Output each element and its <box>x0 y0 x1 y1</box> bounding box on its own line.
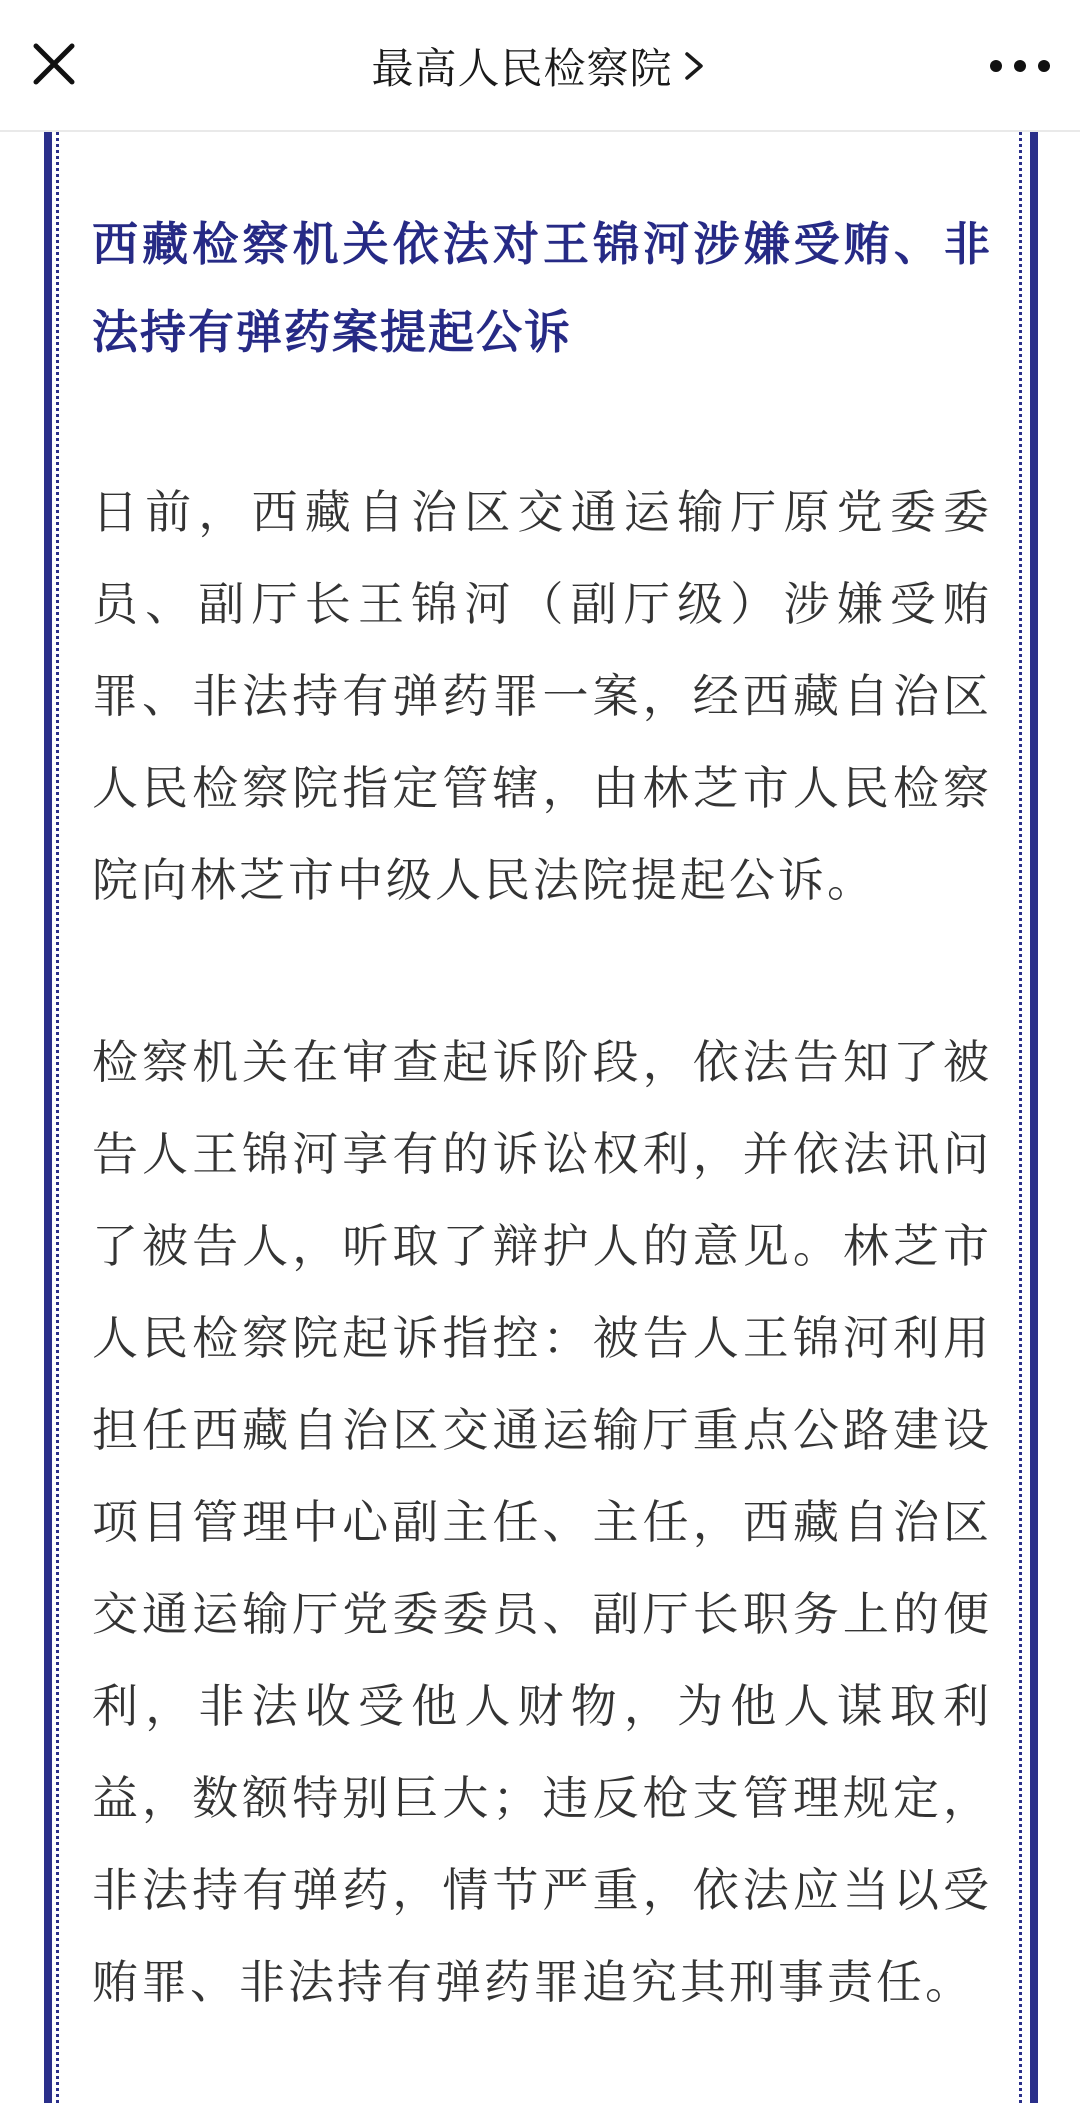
chevron-right-icon <box>679 46 709 86</box>
article-title: 西藏检察机关依法对王锦河涉嫌受贿、非法持有弹药案提起公诉 <box>92 217 992 359</box>
frame-dotted-left <box>56 132 59 2103</box>
more-options-button[interactable] <box>980 30 1060 102</box>
close-button[interactable] <box>18 28 90 100</box>
article-paragraph: 日前，西藏自治区交通运输厅原党委委员、副厅长王锦河（副厅级）涉嫌受贿罪、非法持有弹药罪一案，经西藏自治区人民检察院指定管辖，由林芝市人民检察院向林芝市中级人民法院提起公诉。 <box>92 485 992 907</box>
close-icon <box>18 28 90 100</box>
more-horizontal-icon <box>980 30 1060 102</box>
frame-border-right <box>1030 132 1038 2103</box>
frame-dotted-right <box>1019 132 1022 2103</box>
frame-border-left <box>44 132 52 2103</box>
nav-bar <box>0 0 1080 132</box>
article-paragraph: 检察机关在审查起诉阶段，依法告知了被告人王锦河享有的诉讼权利，并依法讯问了被告人，听取了辩护人的意见。林芝市人民检察院起诉指控：被告人王锦河利用担任西藏自治区交通运输厅重点公路建设项目管理中心副主任、主任，西藏自治区交通运输厅党委委员、副厅长职务上的便利，非法收受他人财物，为他人谋取利益，数额特别巨大；违反枪支管理规定，非法持有弹药，情节严重，依法应当以受贿罪、非法持有弹药罪追究其刑事责任。 <box>92 1035 992 2009</box>
page-title: 最高人民检察院 <box>371 44 673 93</box>
article-body <box>92 200 992 2028</box>
account-title-link[interactable] <box>371 36 708 96</box>
